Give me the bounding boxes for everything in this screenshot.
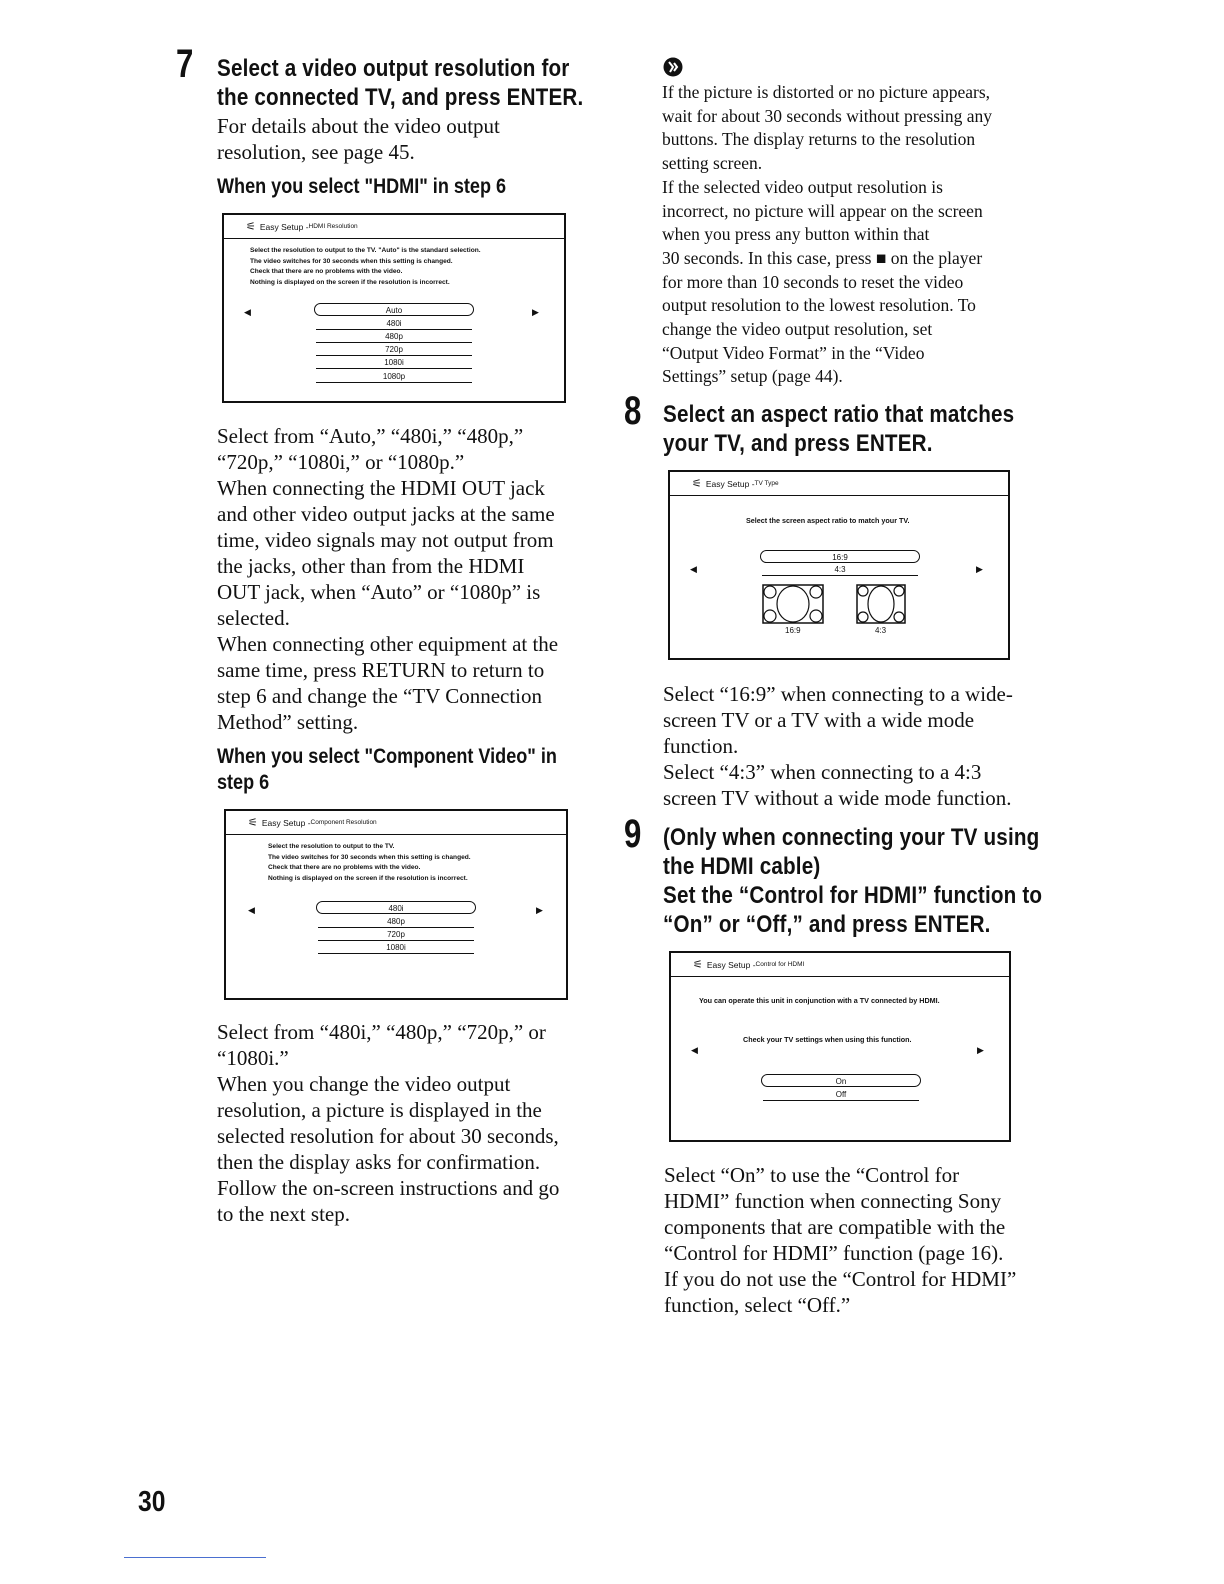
step-7-number: 7 xyxy=(176,42,194,86)
step-9-heading-line-3: Set the “Control for HDMI” function to xyxy=(663,882,1043,909)
left-arrow-icon[interactable]: ◀ xyxy=(244,307,251,317)
option-720p[interactable]: 720p xyxy=(318,928,474,941)
step-8-body: Select “16:9” when connecting to a wide- screen TV or a TV with a wide mode function. Select “4:3” when connecting to a 4:3 screen TV without a wide mode function. xyxy=(663,682,1013,810)
screen-titlebar: ⚟ Easy Setup - Control for HDMI xyxy=(671,953,1009,977)
footer-divider xyxy=(124,1557,266,1558)
step-9-heading-line-1: (Only when connecting your TV using xyxy=(663,824,1040,851)
screen-message: Select the screen aspect ratio to match your TV. xyxy=(746,516,910,525)
right-arrow-icon[interactable]: ▶ xyxy=(532,307,539,317)
widescreen-picture-icon xyxy=(762,584,824,624)
step-7-heading-line-1: Select a video output resolution for xyxy=(217,55,570,82)
component-resolution-screen xyxy=(224,809,568,1000)
hdmi-body: Select from “Auto,” “480i,” “480p,” “720p,” “1080i,” or “1080p.” When connecting the HDMI OUT jack and other video output jacks at the same time, video signals may not output from the jacks, other than from the HDMI OUT jack, when “Auto” or “1080p” is selected. When connecting other equipment at the same time, press RETURN to return to step 6 and change the “TV Connection Method” setting. xyxy=(217,424,559,734)
step-9-number: 9 xyxy=(624,812,642,856)
left-arrow-icon[interactable]: ◀ xyxy=(690,564,697,574)
standard-label: 4:3 xyxy=(875,626,887,635)
hint-icon xyxy=(662,56,684,78)
option-4-3[interactable]: 4:3 xyxy=(762,563,918,576)
step-9-body: Select “On” to use the “Control for HDMI” function when connecting Sony components that are compatible with the “Control for HDMI” function (page 16). If you do not use the “Control for HDMI” function, select “Off.” xyxy=(664,1163,1017,1317)
option-1080i[interactable]: 1080i xyxy=(318,941,474,954)
option-480i[interactable]: 480i xyxy=(316,901,476,914)
option-480p[interactable]: 480p xyxy=(316,330,472,343)
screen-message-2: Check your TV settings when using this function. xyxy=(743,1035,912,1044)
option-1080p[interactable]: 1080p xyxy=(316,370,472,383)
screen-message: Select the resolution to output to the TV. The video switches for 30 seconds when this setting is changed. Check that there are no problems with the video. Nothing is displayed on the screen if the resolution is incorrect. xyxy=(268,843,471,882)
option-480i[interactable]: 480i xyxy=(316,317,472,330)
option-on[interactable]: On xyxy=(761,1074,921,1087)
option-1080i[interactable]: 1080i xyxy=(316,356,472,369)
screen-titlebar: ⚟ Easy Setup - TV Type xyxy=(670,472,1008,496)
component-body: Select from “480i,” “480p,” “720p,” or “1080i.” When you change the video output resolution, a picture is displayed in the selected resolution for about 30 seconds, then the display asks for confirmation. Follow the on-screen instructions and go to the next step. xyxy=(217,1020,560,1226)
control-for-hdmi-screen xyxy=(669,951,1011,1142)
setup-icon: ⚟ xyxy=(248,817,258,829)
widescreen-label: 16:9 xyxy=(785,626,801,635)
step-9-heading-line-4: “On” or “Off,” and press ENTER. xyxy=(663,911,991,938)
standard-picture-icon xyxy=(856,584,906,624)
screen-message: You can operate this unit in conjunction with a TV connected by HDMI. xyxy=(699,996,940,1005)
tv-type-screen xyxy=(668,470,1010,660)
option-720p[interactable]: 720p xyxy=(316,343,472,356)
option-auto[interactable]: Auto xyxy=(314,303,474,316)
right-arrow-icon[interactable]: ▶ xyxy=(977,1045,984,1055)
right-arrow-icon[interactable]: ▶ xyxy=(976,564,983,574)
setup-icon: ⚟ xyxy=(246,221,256,233)
screen-message: Select the resolution to output to the TV. "Auto" is the standard selection. The video switches for 30 seconds when this setting is changed. Check that there are no problems with the video. Nothing is displayed on the screen if the resolution is incorrect. xyxy=(250,247,481,286)
option-480p[interactable]: 480p xyxy=(318,915,474,928)
page-number: 30 xyxy=(138,1486,166,1518)
option-off[interactable]: Off xyxy=(763,1088,919,1101)
option-16-9[interactable]: 16:9 xyxy=(760,550,920,563)
component-subhead-line-2: step 6 xyxy=(217,771,270,794)
step-7-body: For details about the video output resolution, see page 45. xyxy=(217,114,500,164)
right-arrow-icon[interactable]: ▶ xyxy=(536,905,543,915)
component-subhead-line-1: When you select "Component Video" in xyxy=(217,745,557,768)
left-arrow-icon[interactable]: ◀ xyxy=(248,905,255,915)
step-7-heading-line-2: the connected TV, and press ENTER. xyxy=(217,84,584,111)
screen-titlebar: ⚟ Easy Setup - HDMI Resolution xyxy=(224,215,564,239)
setup-icon: ⚟ xyxy=(692,478,702,490)
hint-note: If the picture is distorted or no picture appears, wait for about 30 seconds without pressing any buttons. The display returns to the resolution setting screen. If the selected video output resolution is incorrect, no picture will appear on the screen when you press any button within that 30 seconds. In this case, press ■ on the player for more than 10 seconds to reset the video output resolution to the lowest resolution. To change the video output resolution, set “Output Video Format” in the “Video Settings” setup (page 44). xyxy=(662,82,993,387)
step-8-heading-line-2: your TV, and press ENTER. xyxy=(663,430,933,457)
step-8-heading-line-1: Select an aspect ratio that matches xyxy=(663,401,1015,428)
left-arrow-icon[interactable]: ◀ xyxy=(691,1045,698,1055)
screen-titlebar: ⚟ Easy Setup - Component Resolution xyxy=(226,811,566,835)
hdmi-resolution-screen xyxy=(222,213,566,403)
step-9-heading-line-2: the HDMI cable) xyxy=(663,853,821,880)
hdmi-subhead: When you select "HDMI" in step 6 xyxy=(217,175,507,198)
setup-icon: ⚟ xyxy=(693,959,703,971)
step-8-number: 8 xyxy=(624,389,642,433)
